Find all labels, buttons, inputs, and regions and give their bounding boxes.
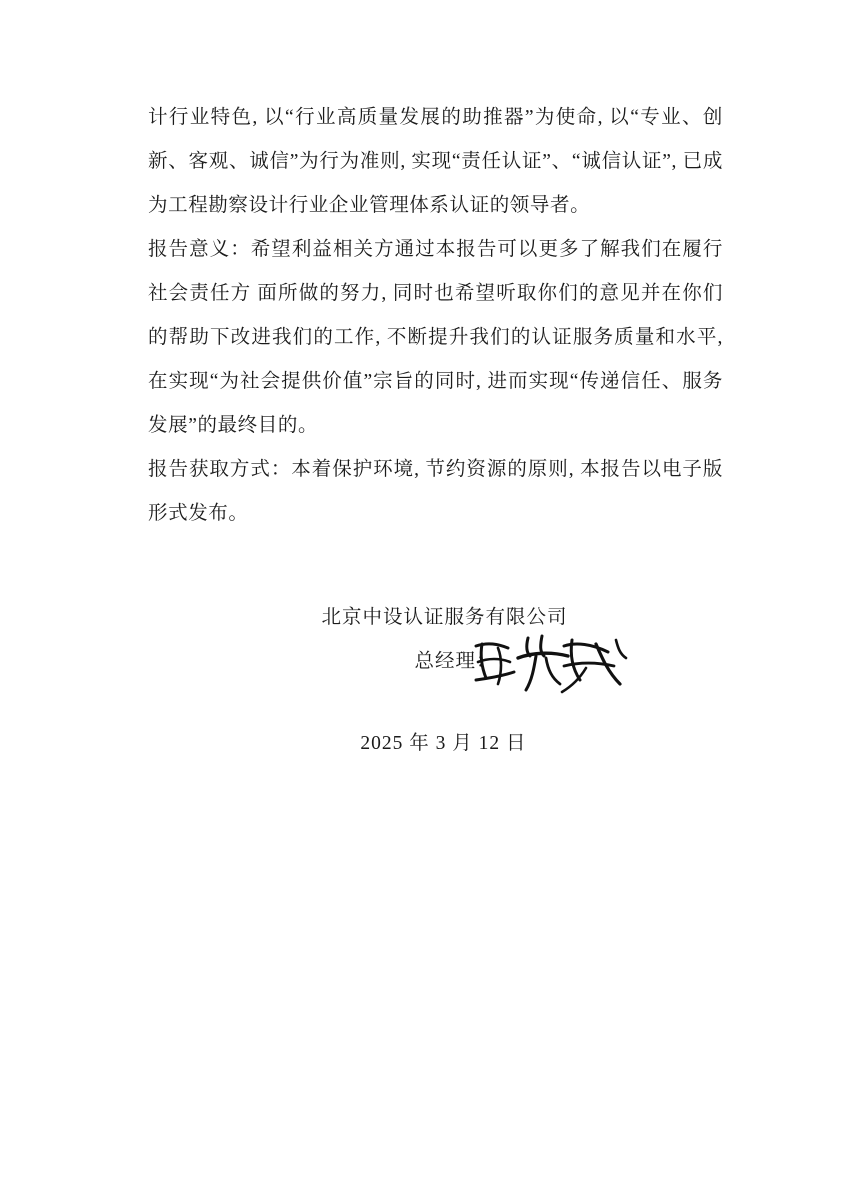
paragraph-report-access: 报告获取方式：本着保护环境, 节约资源的原则, 本报告以电子版形式发布。 — [148, 459, 723, 524]
paragraph-report-significance: 报告意义：希望利益相关方通过本报告可以更多了解我们在履行社会责任方 面所做的努力, 同时也希望听取你们的意见并在你们的帮助下改进我们的工作, 不断提升我们的认证服务质量和水平, 在实现“为社会提供价值”宗旨的同时, 进而实现“传递信任、服务发展”的最终目的。 — [148, 239, 723, 436]
signature-block — [148, 596, 723, 766]
document-body — [148, 96, 723, 536]
signature-date: 2025 年 3 月 12 日 — [360, 733, 527, 754]
signing-company-name: 北京中设认证服务有限公司 — [321, 607, 568, 628]
general-manager-label: 总经理： — [414, 651, 497, 672]
paragraph-continuation: 计行业特色, 以“行业高质量发展的助推器”为使命, 以“专业、创新、客观、诚信”为行为准则, 实现“责任认证”、“诚信认证”, 已成为工程勘察设计行业企业管理体系认证的领导者。 — [148, 107, 723, 216]
signature-row — [148, 640, 723, 688]
